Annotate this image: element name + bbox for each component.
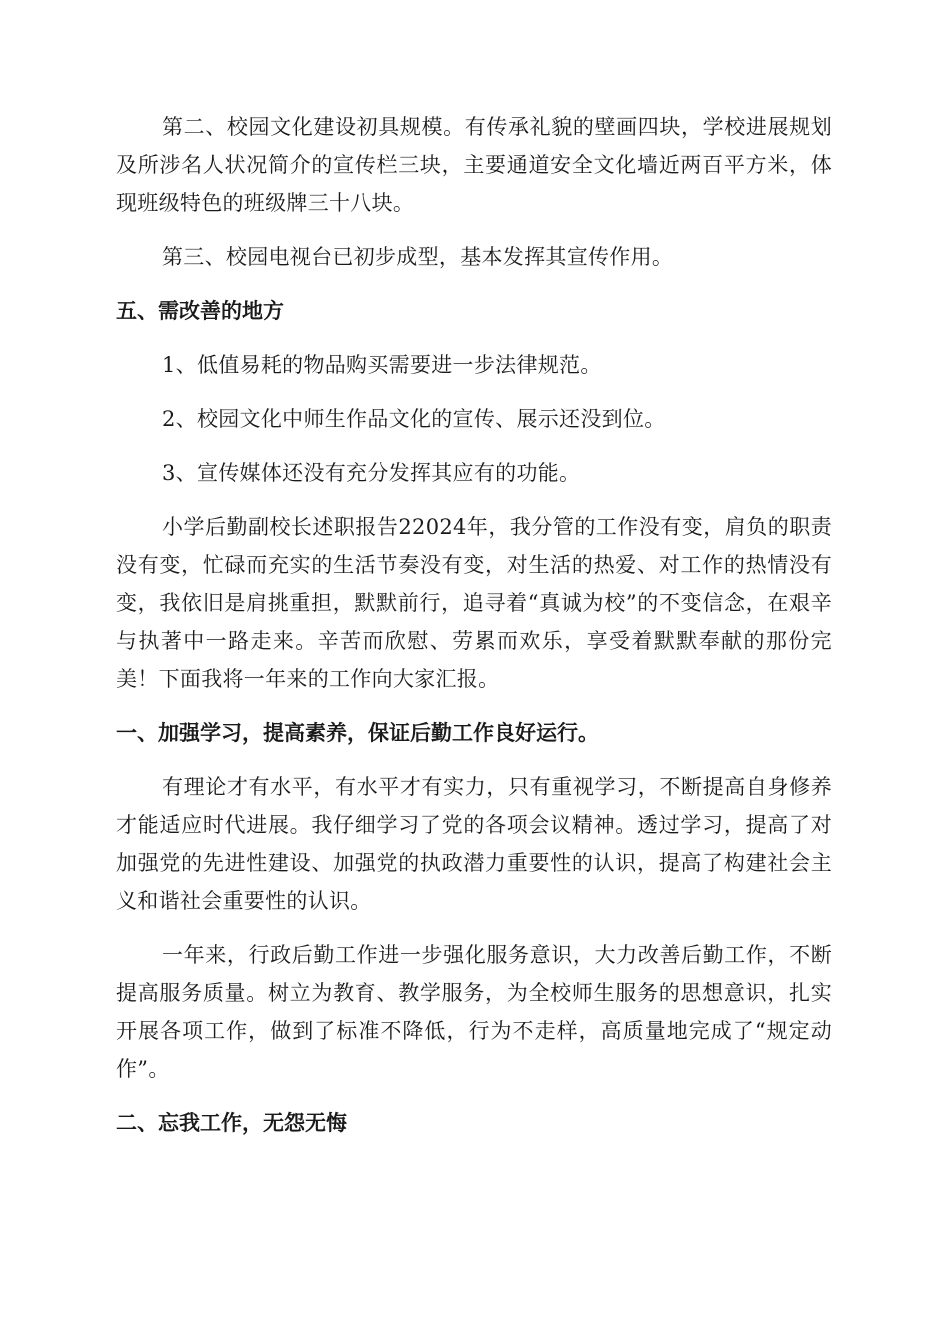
paragraph-campus-tv: 第三、校园电视台已初步成型，基本发挥其宣传作用。 — [162, 245, 674, 269]
heading-dedication: 二、忘我工作，无怨无悔 — [116, 1111, 347, 1135]
paragraph-theory: 有理论才有水平，有水平才有实力，只有重视学习，不断提高自身修养才能适应时代进展。我仔细学习了党的各项会议精神。透过学习，提高了对加强党的先进性建设、加强党的执政潜力重要性的认识，提高了构建社会主义和谐社会重要性的认识。 — [116, 775, 832, 913]
list-item-2: 2、校园文化中师生作品文化的宣传、展示还没到位。 — [162, 407, 666, 431]
list-item-3: 3、宣传媒体还没有充分发挥其应有的功能。 — [162, 461, 581, 485]
document-page — [116, 108, 832, 1142]
paragraph-campus-culture: 第二、校园文化建设初具规模。有传承礼貌的壁画四块，学校进展规划及所涉名人状况简介的宣传栏三块，主要通道安全文化墙近两百平方米，体现班级特色的班级牌三十八块。 — [116, 115, 832, 215]
heading-improvements: 五、需改善的地方 — [116, 299, 284, 323]
list-item-1: 1、低值易耗的物品购买需要进一步法律规范。 — [162, 353, 602, 377]
paragraph-report-intro: 小学后勤副校长述职报告22024年，我分管的工作没有变，肩负的职责没有变，忙碌而充实的生活节奏没有变，对生活的热爱、对工作的热情没有变，我依旧是肩挑重担，默默前行，追寻着“真诚为校”的不变信念，在艰辛与执著中一路走来。辛苦而欣慰、劳累而欢乐，享受着默默奉献的那份完美！下面我将一年来的工作向大家汇报。 — [116, 515, 832, 691]
paragraph-service: 一年来，行政后勤工作进一步强化服务意识，大力改善后勤工作，不断提高服务质量。树立为教育、教学服务，为全校师生服务的思想意识，扎实开展各项工作，做到了标准不降低，行为不走样，高质量地完成了“规定动作”。 — [116, 943, 832, 1081]
heading-learning: 一、加强学习，提高素养，保证后勤工作良好运行。 — [116, 721, 599, 745]
